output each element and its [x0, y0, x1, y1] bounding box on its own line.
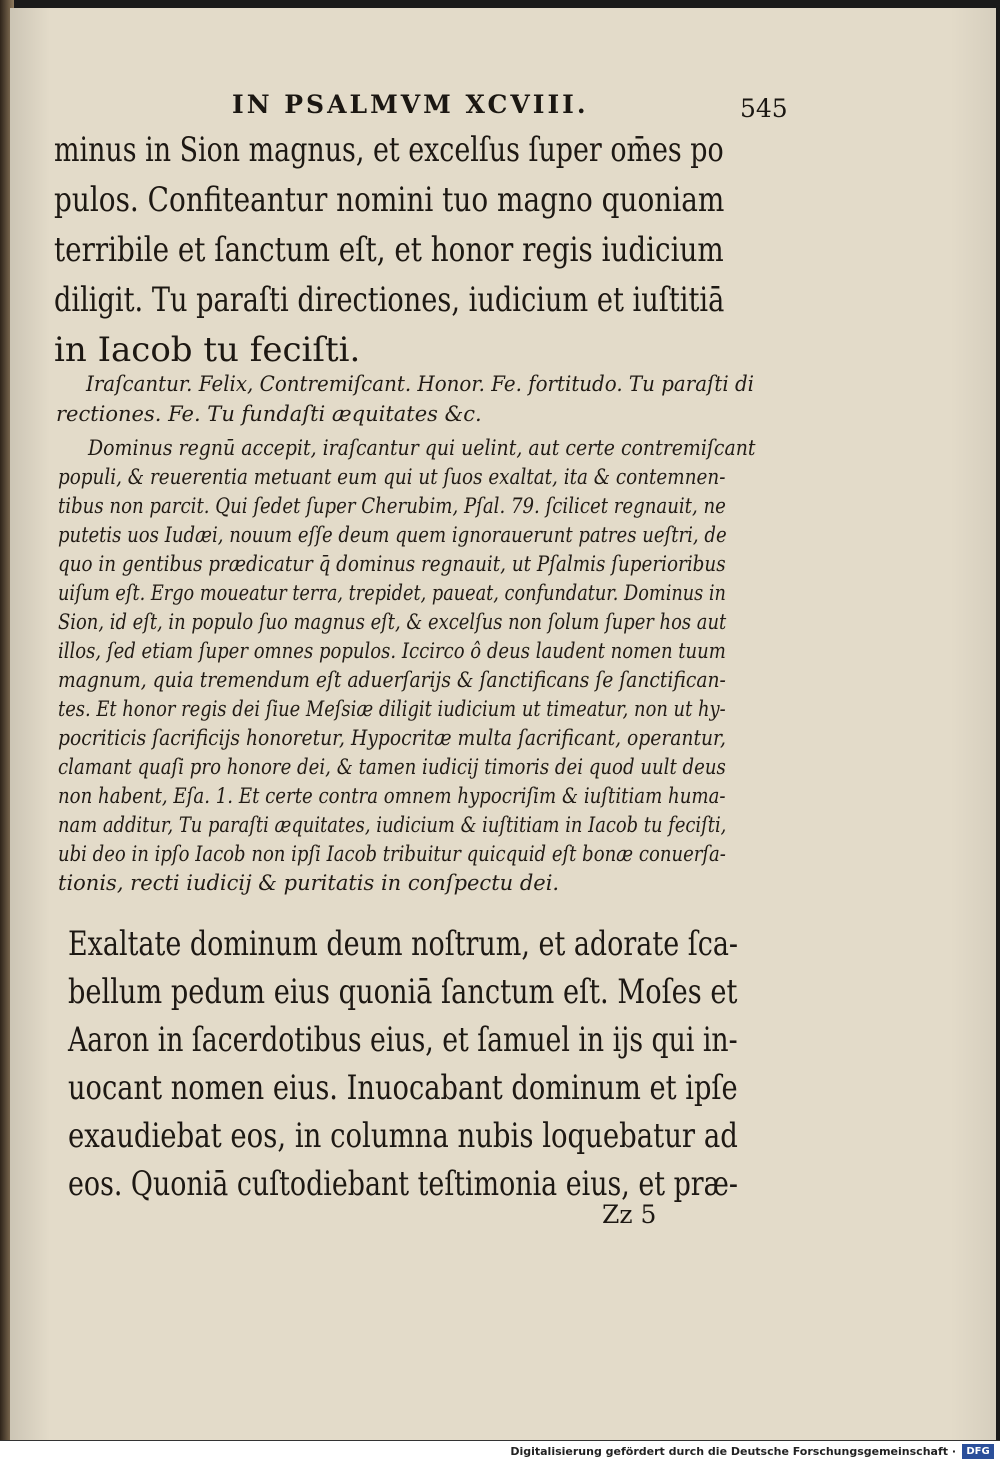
commentary-line: illos, ſed etiam ſuper omnes populos. Iccirco ô deus laudent nomen tuum: [58, 639, 726, 663]
verse-line: terribile et ſanctum eſt, et honor regis iudicium: [54, 230, 724, 270]
commentary-line: nam additur, Tu paraſti æquitates, iudicium & iuſtitiam in Iacob tu feciſti,: [58, 813, 727, 837]
verse-line: eos. Quoniā cuſtodiebant teſtimonia eius, et præ-: [68, 1164, 738, 1204]
verse-line: in Iacob tu feciſti.: [54, 330, 361, 370]
footer-bar: [0, 1440, 1000, 1463]
book-page: [10, 8, 996, 1440]
running-title: IN PSALMVM XCVIII.: [232, 90, 589, 119]
commentary-line: Dominus regnū accepit, iraſcantur qui uelint, aut certe contremiſcant: [88, 436, 756, 460]
commentary-line: Iraſcantur. Felix, Contremiſcant. Honor. Fe. fortitudo. Tu paraſti di: [86, 372, 755, 396]
commentary-line: magnum, quia tremendum eſt aduerſarijs & ſanctificans ſe ſanctifican-: [58, 668, 726, 692]
verse-line: pulos. Confiteantur nomini tuo magno quoniam: [54, 180, 725, 220]
verse-line: Exaltate dominum deum noſtrum, et adorate ſca-: [68, 924, 739, 964]
commentary-line: putetis uos Iudæi, nouum eſſe deum quem ignorauerunt patres ueſtri, de: [58, 523, 727, 547]
verse-line: uocant nomen eius. Inuocabant dominum et ipſe: [68, 1068, 738, 1108]
footer-credit: Digitalisierung gefördert durch die Deutsche Forschungsgemeinschaft ·: [510, 1445, 956, 1458]
verse-line: exaudiebat eos, in columna nubis loquebatur ad: [68, 1116, 738, 1156]
page-number: 545: [740, 94, 788, 123]
verse-line: diligit. Tu paraſti directiones, iudicium et iuſtitiā: [54, 280, 725, 320]
commentary-line: tionis, recti iudicij & puritatis in conſpectu dei.: [58, 871, 560, 895]
commentary-line: Sion, id eſt, in populo ſuo magnus eſt, & excelſus non ſolum ſuper hos aut: [58, 610, 727, 634]
commentary-line: clamant quaſi pro honore dei, & tamen iudicij timoris dei quod uult deus: [58, 755, 726, 779]
commentary-line: ubi deo in ipſo Iacob non ipſi Iacob tribuitur quicquid eſt bonæ conuerſa-: [58, 842, 726, 866]
commentary-line: non habent, Eſa. 1. Et certe contra omnem hypocriſim & iuſtitiam huma-: [58, 784, 726, 808]
commentary-line: quo in gentibus prædicatur q̄ dominus regnauit, ut Pſalmis ſuperioribus: [58, 552, 726, 576]
commentary-line: tibus non parcit. Qui ſedet ſuper Cherubim, Pſal. 79. ſcilicet regnauit, ne: [58, 494, 726, 518]
commentary-line: populi, & reuerentia metuant eum qui ut ſuos exaltat, ita & contemnen-: [58, 465, 726, 489]
verse-line: bellum pedum eius quoniā ſanctum eſt. Moſes et: [68, 972, 738, 1012]
verse-line: Aaron in ſacerdotibus eius, et ſamuel in ijs qui in-: [68, 1020, 738, 1060]
commentary-line: tes. Et honor regis dei ſiue Meſsiæ diligit iudicium ut timeatur, non ut hy-: [58, 697, 726, 721]
dfg-logo-icon[interactable]: DFG: [962, 1444, 994, 1459]
commentary-line: pocriticis ſacrificijs honoretur, Hypocritæ multa ſacrificant, operantur,: [58, 726, 726, 750]
commentary-line: uiſum eſt. Ergo moueatur terra, trepidet, paueat, confundatur. Dominus in: [58, 581, 726, 605]
commentary-line: rectiones. Fe. Tu fundaſti æquitates &c.: [56, 402, 482, 426]
verse-line: minus in Sion magnus, et excelſus ſuper om̄es po: [54, 130, 724, 170]
signature-mark: Zz 5: [602, 1200, 657, 1229]
